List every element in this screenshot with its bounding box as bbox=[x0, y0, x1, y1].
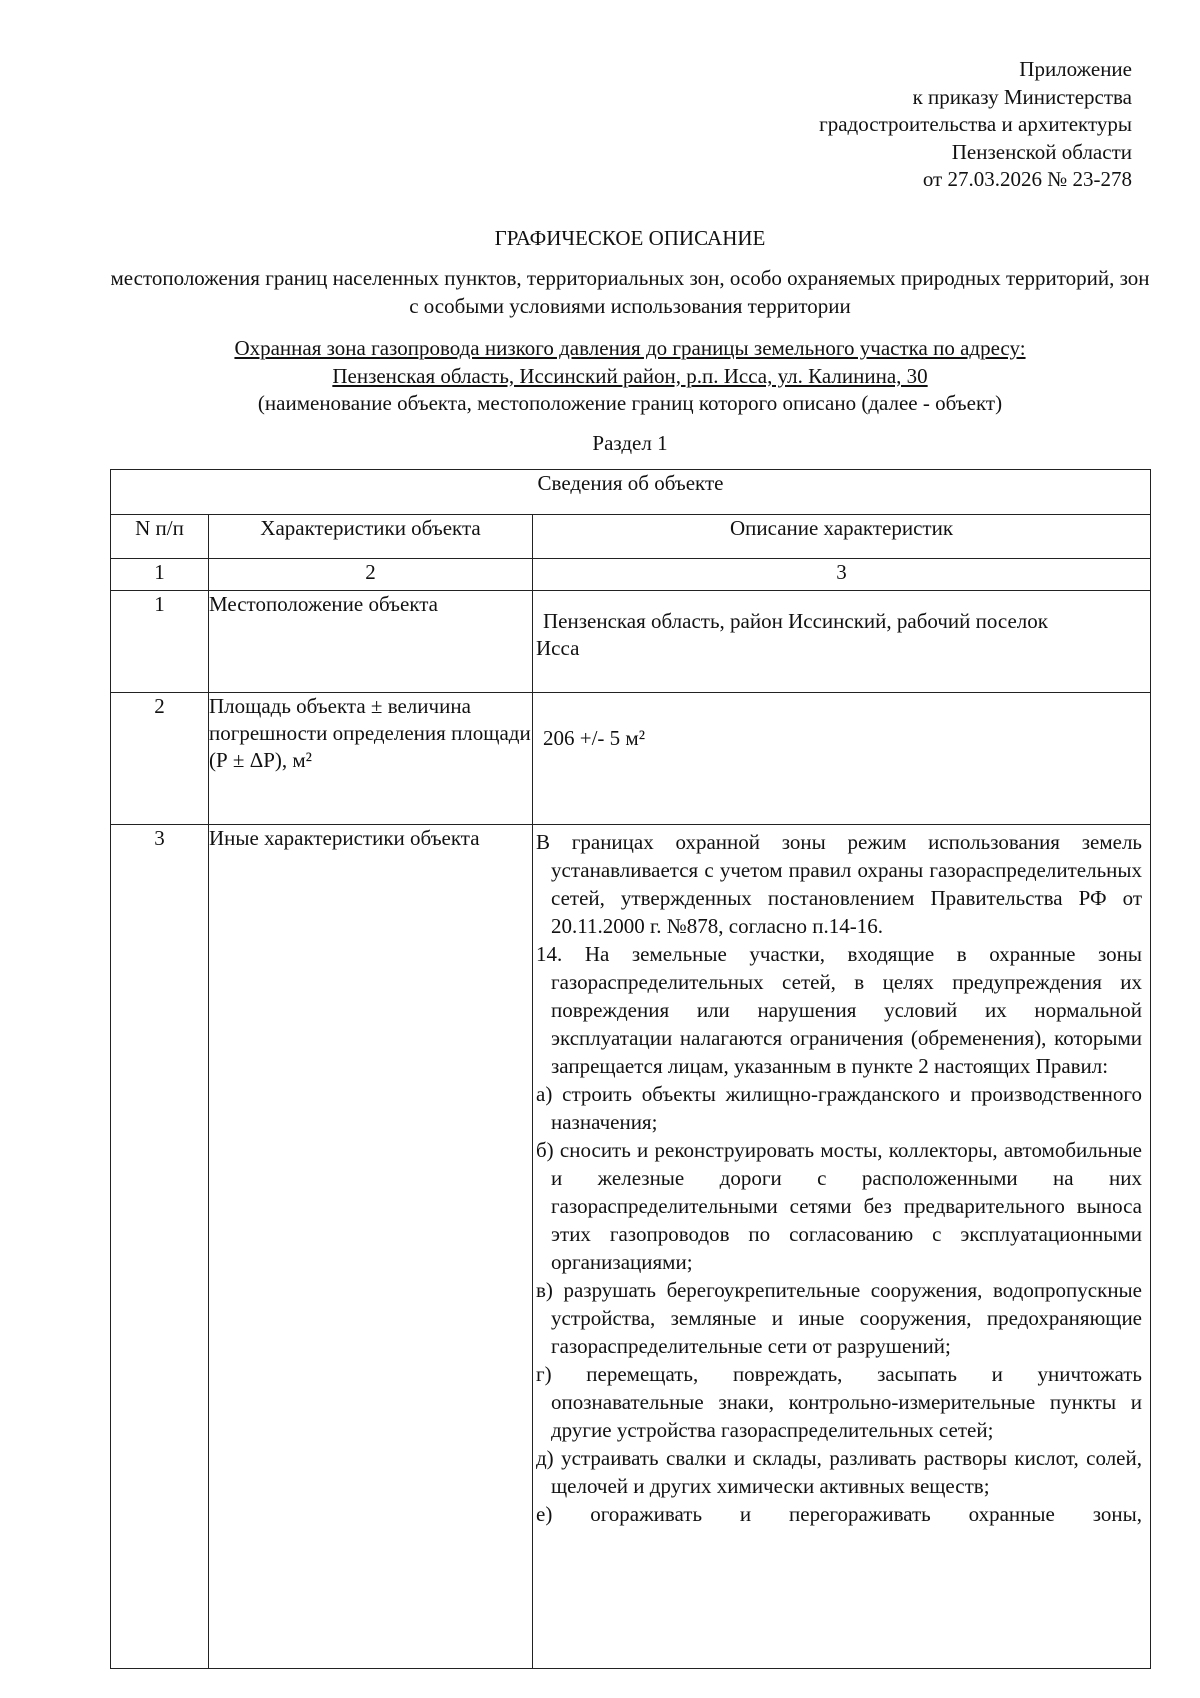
row-description bbox=[533, 825, 1151, 1669]
table-header-row bbox=[111, 515, 1151, 559]
table-row bbox=[111, 591, 1151, 693]
row-description-line: Пензенская область, район Иссинский, рабочий поселок bbox=[543, 609, 1048, 633]
header-cell-description: Описание характеристик bbox=[533, 515, 1151, 559]
section-label: Раздел 1 bbox=[592, 431, 668, 455]
row-characteristic: Местоположение объекта bbox=[209, 591, 533, 693]
row-number: 1 bbox=[111, 591, 209, 693]
object-name-line: Охранная зона газопровода низкого давления до границы земельного участка по адресу: bbox=[234, 336, 1026, 360]
table-row bbox=[111, 825, 1151, 1669]
description-list-item: б) сносить и реконструировать мосты, коллекторы, автомобильные и железные дороги с расположенными на них газораспределительными сетями без предварительного выноса этих газопроводов по согласованию с эксплуатационными организациями; bbox=[536, 1138, 1142, 1274]
header-line: градостроительства и архитектуры bbox=[819, 112, 1132, 136]
object-address-line: Пензенская область, Иссинский район, р.п. Исса, ул. Калинина, 30 bbox=[332, 363, 928, 388]
row-characteristic: Площадь объекта ± величина погрешности определения площади (Р ± ΔР), м² bbox=[209, 693, 533, 825]
object-caption: (наименование объекта, местоположение границ которого описано (далее - объект) bbox=[257, 391, 1003, 415]
document-title: ГРАФИЧЕСКОЕ ОПИСАНИЕ bbox=[494, 226, 766, 250]
row-characteristic: Иные характеристики объекта bbox=[209, 825, 533, 1669]
column-number-cell: 2 bbox=[209, 559, 533, 591]
column-number-cell: 3 bbox=[533, 559, 1151, 591]
object-description bbox=[110, 335, 1150, 418]
table-row bbox=[111, 693, 1151, 825]
document-subtitle: местоположения границ населенных пунктов, территориальных зон, особо охраняемых природных территорий, зон с особыми условиями использования территории bbox=[110, 266, 1150, 318]
row-description: 206 +/- 5 м² bbox=[533, 693, 1151, 825]
row-description-line: Исса bbox=[536, 636, 580, 660]
description-list-item: д) устраивать свалки и склады, разливать растворы кислот, солей, щелочей и других химически активных веществ; bbox=[536, 1446, 1142, 1498]
description-list-item: е) огораживать и перегораживать охранные зоны, bbox=[536, 1502, 1142, 1526]
header-line: к приказу Министерства bbox=[912, 84, 1132, 109]
description-paragraph: 14. На земельные участки, входящие в охранные зоны газораспределительных сетей, в целях предупреждения их повреждения или нарушения условий их нормальной эксплуатации налагаются ограничения (обременения), которыми запрещается лицам, указанным в пункте 2 настоящих Правил: bbox=[536, 942, 1142, 1078]
object-info-table bbox=[110, 469, 1151, 1669]
header-cell-characteristic: Характеристики объекта bbox=[209, 515, 533, 559]
row-description bbox=[533, 591, 1151, 693]
header-line: Приложение bbox=[1019, 57, 1132, 81]
column-number-cell: 1 bbox=[111, 559, 209, 591]
document-header bbox=[532, 56, 1132, 194]
description-list-item: а) строить объекты жилищно-гражданского и производственного назначения; bbox=[536, 1082, 1142, 1134]
description-paragraph: В границах охранной зоны режим использования земель устанавливается с учетом правил охраны газораспределительных сетей, утвержденных постановлением Правительства РФ от 20.11.2000 г. №878, согласно п.14-16. bbox=[536, 830, 1142, 938]
header-line: Пензенской области bbox=[951, 139, 1132, 164]
table-column-numbers-row bbox=[111, 559, 1151, 591]
header-line: от 27.03.2026 № 23-278 bbox=[922, 167, 1132, 191]
description-list-item: г) перемещать, повреждать, засыпать и уничтожать опознавательные знаки, контрольно-измерительные пункты и другие устройства газораспределительных сетей; bbox=[536, 1362, 1142, 1442]
description-list-item: в) разрушать берегоукрепительные сооружения, водопропускные устройства, земляные и иные сооружения, предохраняющие газораспределительные сети от разрушений; bbox=[536, 1278, 1142, 1358]
header-cell-num: N п/п bbox=[111, 515, 209, 559]
row-number: 3 bbox=[111, 825, 209, 1669]
row-number: 2 bbox=[111, 693, 209, 825]
table-caption-row bbox=[111, 470, 1151, 515]
table-caption: Сведения об объекте bbox=[111, 470, 1151, 515]
